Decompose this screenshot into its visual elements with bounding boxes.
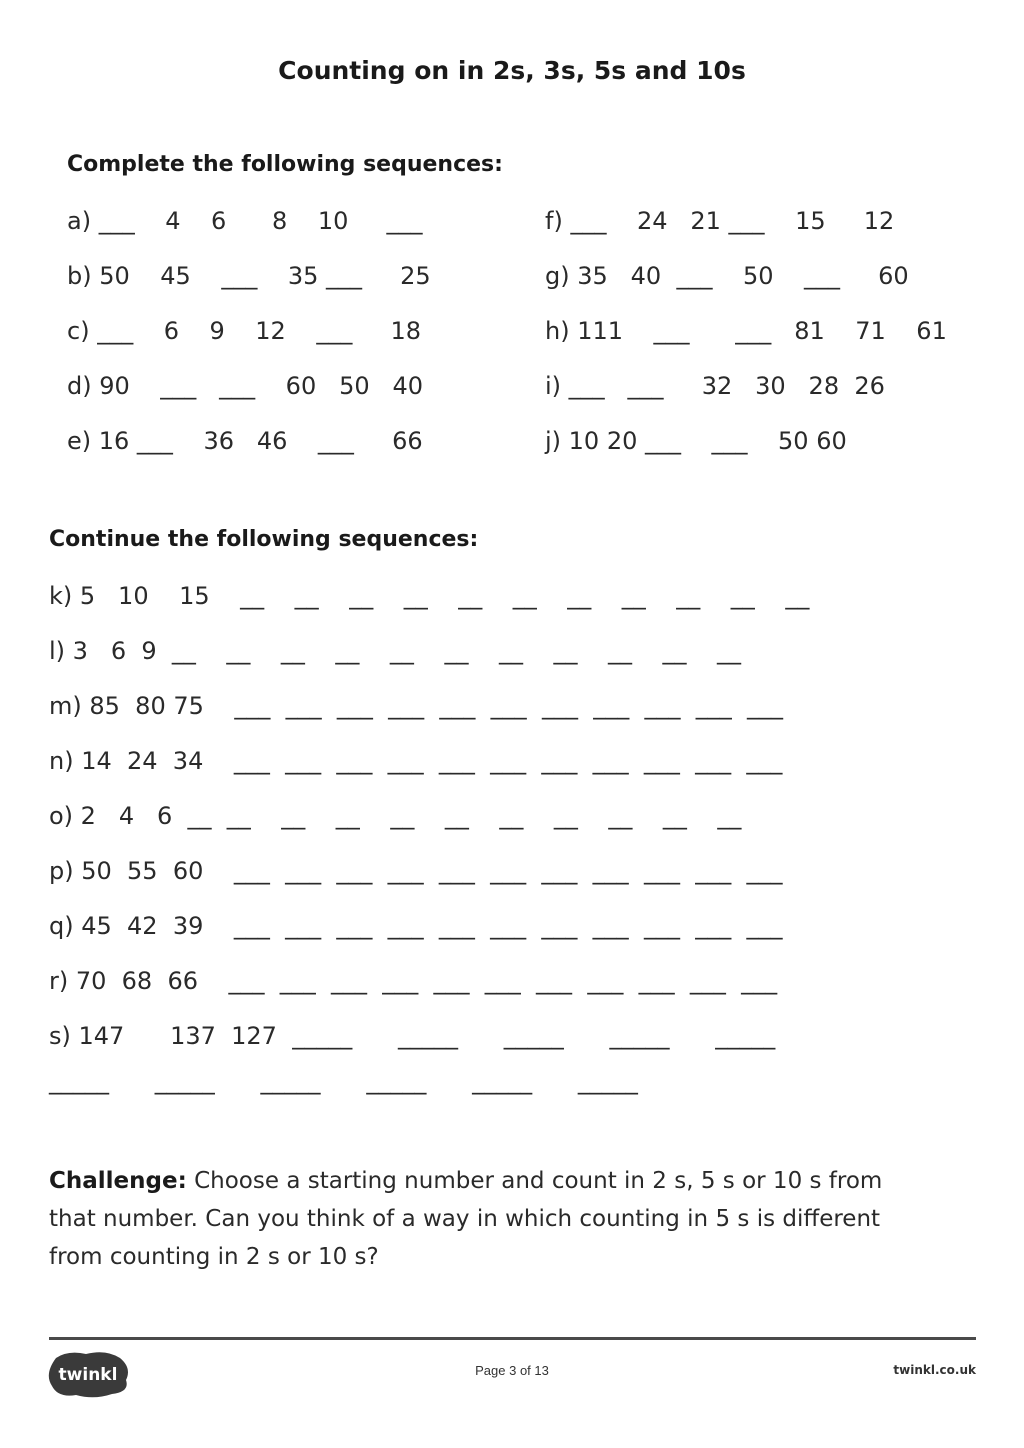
sequence-e: e) 16 ___ 36 46 ___ 66: [67, 427, 423, 455]
challenge-label: Challenge:: [49, 1168, 187, 1194]
sequence-m: m) 85 80 75 ___ ___ ___ ___ ___ ___ ___ ___ ___ ___ ___: [49, 692, 783, 720]
footer-divider: [49, 1337, 976, 1340]
page-number: Page 3 of 13: [475, 1363, 549, 1378]
sequence-s-continuation: _____ _____ _____ _____ _____ _____: [49, 1067, 638, 1095]
worksheet-title: Counting on in 2s, 3s, 5s and 10s: [278, 56, 746, 85]
challenge-paragraph: [49, 1162, 929, 1276]
logo-text: twinkl: [58, 1365, 118, 1385]
sequence-c: c) ___ 6 9 12 ___ 18: [67, 317, 422, 345]
sequence-i: i) ___ ___ 32 30 28 26: [545, 372, 885, 400]
sequence-s: s) 147 137 127 _____ _____ _____ _____ _____: [49, 1022, 776, 1050]
sequence-a: a) ___ 4 6 8 10 ___: [67, 207, 423, 235]
sequence-p: p) 50 55 60 ___ ___ ___ ___ ___ ___ ___ ___ ___ ___ ___: [49, 857, 783, 885]
sequence-j: j) 10 20 ___ ___ 50 60: [545, 427, 847, 455]
sequence-o: o) 2 4 6 __ __ __ __ __ __ __ __ __ __ __: [49, 802, 742, 830]
sequence-n: n) 14 24 34 ___ ___ ___ ___ ___ ___ ___ ___ ___ ___ ___: [49, 747, 783, 775]
site-url: twinkl.co.uk: [893, 1363, 976, 1377]
sequence-d: d) 90 ___ ___ 60 50 40: [67, 372, 424, 400]
sequence-r: r) 70 68 66 ___ ___ ___ ___ ___ ___ ___ ___ ___ ___ ___: [49, 967, 778, 995]
sequence-g: g) 35 40 ___ 50 ___ 60: [545, 262, 909, 290]
sequence-k: k) 5 10 15 __ __ __ __ __ __ __ __ __ __ __: [49, 582, 810, 610]
sequence-b: b) 50 45 ___ 35 ___ 25: [67, 262, 431, 290]
section-heading-complete: Complete the following sequences:: [67, 152, 503, 177]
sequence-h: h) 111 ___ ___ 81 71 61: [545, 317, 947, 345]
challenge-text: Choose a starting number and count in 2 s, 5 s or 10 s from that number. Can you think of a way in which counting in 5 s is different from counting in 2 s or 10 s?: [49, 1168, 883, 1270]
sequence-l: l) 3 6 9 __ __ __ __ __ __ __ __ __ __ __: [49, 637, 742, 665]
section-heading-continue: Continue the following sequences:: [49, 527, 479, 552]
sequence-q: q) 45 42 39 ___ ___ ___ ___ ___ ___ ___ ___ ___ ___ ___: [49, 912, 783, 940]
sequence-f: f) ___ 24 21 ___ 15 12: [545, 207, 895, 235]
